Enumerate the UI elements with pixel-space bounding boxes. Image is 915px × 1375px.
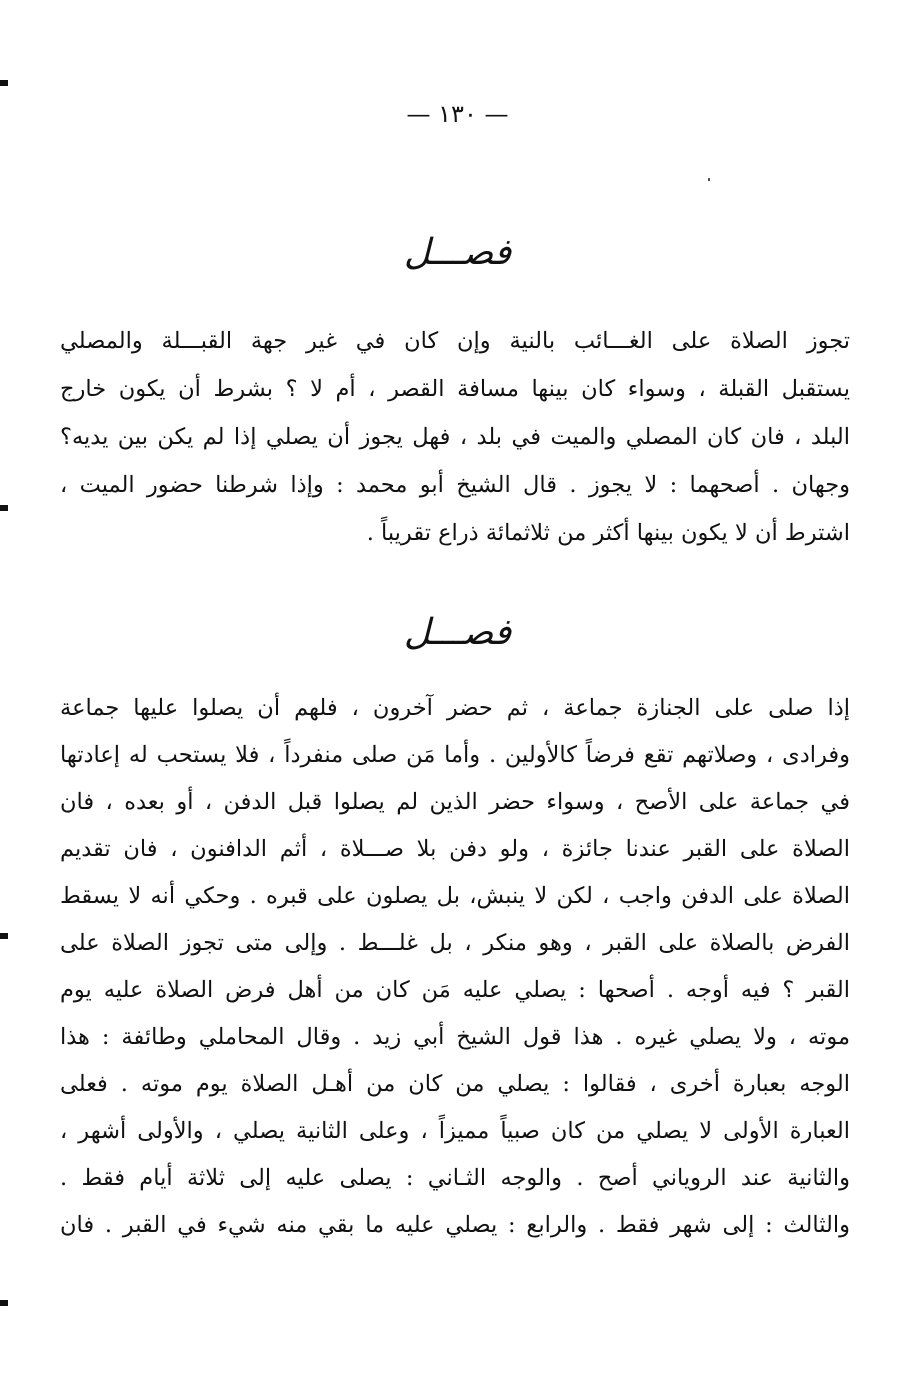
section-heading-1: فصـــل bbox=[403, 232, 512, 273]
paragraph-2 bbox=[60, 685, 850, 1249]
text-line: الفرض بالصلاة على القبر ، وهو منكر ، بل غلـــط . وإلى متى تجوز الصلاة على bbox=[60, 930, 850, 956]
margin-mark bbox=[0, 505, 8, 511]
text-line: في جماعة على الأصح ، وسواء حضر الذين لم يصلوا قبل الدفن ، أو بعده ، فان bbox=[60, 789, 850, 815]
text-line: وجهان . أصحهما : لا يجوز . قال الشيخ أبو محمد : وإذا شرطنا حضور الميت ، bbox=[60, 472, 850, 498]
text-line: القبر ؟ فيه أوجه . أصحها : يصلي عليه مَن كان من أهل فرض الصلاة عليه يوم bbox=[60, 977, 850, 1003]
text-line: البلد ، فان كان المصلي والميت في بلد ، فهل يجوز أن يصلي إذا لم يكن بين يديه؟ bbox=[60, 424, 850, 450]
text-line: الصلاة على الدفن واجب ، لكن لا ينبش، بل يصلون على قبره . وحكي أنه لا يسقط bbox=[60, 883, 850, 909]
text-line: وفرادى ، وصلاتهم تقع فرضاً كالأولين . وأما مَن صلى منفرداً ، فلا يستحب له إعادتها bbox=[60, 742, 850, 768]
text-line: والثانية عند الروياني أصح . والوجه الثـاني : يصلى عليه إلى ثلاثة أيام فقط . bbox=[60, 1165, 850, 1191]
paragraph-1 bbox=[60, 317, 850, 557]
text-line: اشترط أن لا يكون بينها أكثر من ثلاثمائة ذراع تقريباً . bbox=[366, 520, 850, 546]
text-line: تجوز الصلاة على الغـــائب بالنية وإن كان في غير جهة القبـــلة والمصلي bbox=[60, 328, 850, 354]
ink-speck bbox=[708, 178, 710, 181]
margin-mark bbox=[0, 80, 8, 86]
text-line: الوجه بعبارة أخرى ، فقالوا : يصلي من كان من أهـل الصلاة يوم موته . فعلى bbox=[60, 1071, 850, 1097]
page-number: — ١٣٠ — bbox=[406, 100, 509, 128]
margin-mark bbox=[0, 1300, 8, 1306]
text-line: العبارة الأولى لا يصلي من كان صبياً مميزاً ، وعلى الثانية يصلي ، والأولى أشهر ، bbox=[60, 1118, 850, 1144]
text-line: يستقبل القبلة ، وسواء كان بينها مسافة القصر ، أم لا ؟ بشرط أن يكون خارج bbox=[60, 376, 850, 402]
text-line: الصلاة على القبر عندنا جائزة ، ولو دفن بلا صـــلاة ، أثم الدافنون ، فان تقديم bbox=[60, 836, 850, 862]
text-line: موته ، ولا يصلي غيره . هذا قول الشيخ أبي زيد . وقال المحاملي وطائفة : هذا bbox=[60, 1024, 850, 1050]
text-line: إذا صلى على الجنازة جماعة ، ثم حضر آخرون ، فلهم أن يصلوا عليها جماعة bbox=[60, 695, 850, 721]
section-heading-2: فصـــل bbox=[403, 612, 512, 653]
text-line: والثالث : إلى شهر فقط . والرابع : يصلي عليه ما بقي منه شيء في القبر . فان bbox=[60, 1212, 850, 1238]
margin-mark bbox=[0, 933, 8, 939]
